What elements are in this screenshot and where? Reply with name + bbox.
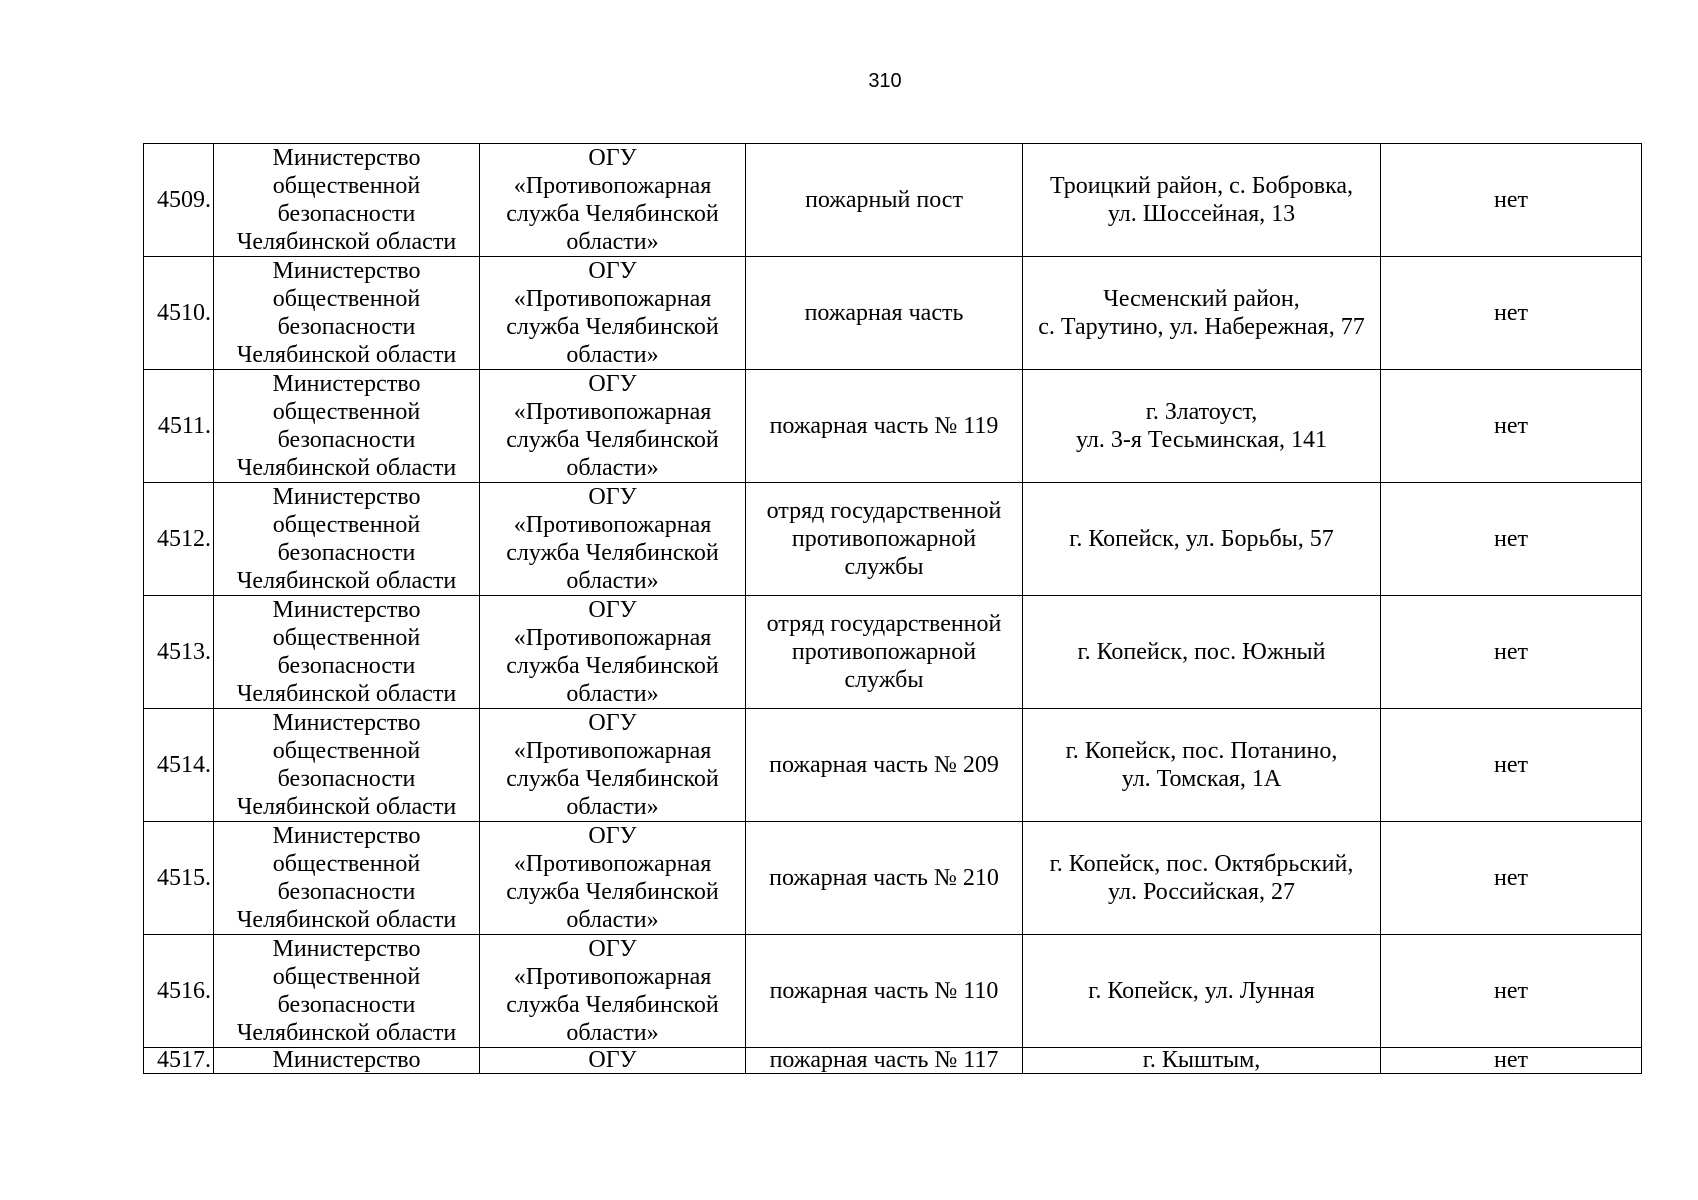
registry-body: [144, 144, 1642, 1074]
ministry-cell-line: безопасности: [277, 653, 416, 679]
ministry-cell-line: Челябинской области: [236, 342, 457, 368]
unit-type-cell-line: пожарная часть № 117: [769, 1047, 999, 1073]
address-cell-line: Троицкий район, с. Бобровка,: [1049, 173, 1354, 199]
organization-cell-line: ОГУ: [588, 597, 637, 623]
unit-type-cell: [746, 257, 1023, 370]
ministry-cell-line: Челябинской области: [236, 794, 457, 820]
ministry-cell-line: Челябинской области: [236, 229, 457, 255]
unit-type-cell-line: пожарная часть № 119: [769, 413, 999, 439]
organization-cell-line: «Противопожарная: [513, 399, 712, 425]
ministry-cell-line: Челябинской области: [236, 455, 457, 481]
address-cell-line: г. Копейск, пос. Потанино,: [1065, 738, 1338, 764]
unit-type-cell-line: пожарная часть № 210: [769, 865, 999, 891]
page-number: 310: [868, 70, 902, 92]
flag-cell: нет: [1381, 596, 1642, 709]
flag-cell: нет: [1381, 709, 1642, 822]
address-cell-line: Чесменский район,: [1103, 286, 1300, 312]
ministry-cell: [214, 1048, 480, 1074]
ministry-cell-line: Министерство: [272, 710, 421, 736]
ministry-cell-line: Министерство: [272, 145, 421, 171]
ministry-cell-line: безопасности: [277, 314, 416, 340]
ministry-cell: [214, 257, 480, 370]
ministry-cell-line: Челябинской области: [236, 568, 457, 594]
organization-cell-line: области»: [566, 1020, 659, 1046]
address-cell-line: ул. 3-я Тесьминская, 141: [1075, 427, 1328, 453]
organization-cell-line: области»: [566, 229, 659, 255]
ministry-cell-line: Министерство: [272, 597, 421, 623]
address-cell: [1023, 370, 1381, 483]
flag-cell: нет: [1381, 483, 1642, 596]
ministry-cell-line: безопасности: [277, 540, 416, 566]
organization-cell-line: служба Челябинской: [506, 201, 719, 227]
row-number-cell: 4509.: [144, 144, 214, 257]
unit-type-cell: [746, 1048, 1023, 1074]
row-number-cell: 4513.: [144, 596, 214, 709]
organization-cell-line: служба Челябинской: [506, 766, 719, 792]
ministry-cell-line: общественной: [272, 625, 421, 651]
table-row: [144, 935, 1642, 1048]
unit-type-cell-line: противопожарной: [791, 526, 977, 552]
address-cell-line: с. Тарутино, ул. Набережная, 77: [1038, 314, 1365, 340]
registry-table: [143, 143, 1642, 1074]
flag-cell: нет: [1381, 935, 1642, 1048]
flag-cell: нет: [1381, 822, 1642, 935]
organization-cell-line: «Противопожарная: [513, 512, 712, 538]
ministry-cell: [214, 370, 480, 483]
ministry-cell-line: Министерство: [272, 936, 421, 962]
address-cell-line: г. Кыштым,: [1142, 1047, 1261, 1073]
ministry-cell-line: безопасности: [277, 879, 416, 905]
address-cell: [1023, 483, 1381, 596]
organization-cell-line: ОГУ: [588, 258, 637, 284]
unit-type-cell: [746, 935, 1023, 1048]
organization-cell-line: «Противопожарная: [513, 851, 712, 877]
organization-cell-line: ОГУ: [588, 710, 637, 736]
flag-cell: нет: [1381, 1048, 1642, 1074]
ministry-cell: [214, 596, 480, 709]
organization-cell-line: области»: [566, 907, 659, 933]
ministry-cell-line: Министерство: [272, 484, 421, 510]
unit-type-cell-line: пожарная часть: [804, 300, 964, 326]
flag-cell: нет: [1381, 370, 1642, 483]
ministry-cell-line: Министерство: [272, 371, 421, 397]
organization-cell-line: «Противопожарная: [513, 738, 712, 764]
organization-cell: [480, 257, 746, 370]
unit-type-cell-line: службы: [844, 554, 924, 580]
organization-cell-line: ОГУ: [588, 371, 637, 397]
ministry-cell-line: общественной: [272, 286, 421, 312]
address-cell-line: г. Копейск, пос. Южный: [1077, 639, 1326, 665]
unit-type-cell: [746, 483, 1023, 596]
ministry-cell: [214, 483, 480, 596]
ministry-cell-line: Министерство: [272, 1047, 421, 1073]
ministry-cell-line: Министерство: [272, 258, 421, 284]
unit-type-cell-line: пожарная часть № 209: [769, 752, 999, 778]
row-number-cell: 4514.: [144, 709, 214, 822]
organization-cell-line: служба Челябинской: [506, 427, 719, 453]
unit-type-cell: [746, 144, 1023, 257]
ministry-cell-line: общественной: [272, 851, 421, 877]
row-number-cell: 4511.: [144, 370, 214, 483]
table-row: [144, 1048, 1642, 1074]
address-cell: [1023, 822, 1381, 935]
ministry-cell: [214, 822, 480, 935]
table-row: [144, 483, 1642, 596]
address-cell-line: г. Копейск, ул. Борьбы, 57: [1069, 526, 1334, 552]
table-row: [144, 257, 1642, 370]
organization-cell-line: ОГУ: [588, 484, 637, 510]
unit-type-cell: [746, 822, 1023, 935]
organization-cell-line: области»: [566, 455, 659, 481]
organization-cell-line: служба Челябинской: [506, 879, 719, 905]
unit-type-cell-line: пожарный пост: [805, 187, 963, 213]
row-number-cell: 4515.: [144, 822, 214, 935]
organization-cell: [480, 370, 746, 483]
organization-cell-line: «Противопожарная: [513, 286, 712, 312]
organization-cell-line: ОГУ: [588, 145, 637, 171]
organization-cell: [480, 144, 746, 257]
ministry-cell-line: безопасности: [277, 992, 416, 1018]
address-cell: [1023, 596, 1381, 709]
organization-cell-line: ОГУ: [588, 936, 637, 962]
organization-cell: [480, 822, 746, 935]
organization-cell-line: области»: [566, 342, 659, 368]
unit-type-cell-line: отряд государственной: [766, 611, 1002, 637]
address-cell-line: г. Златоуст,: [1145, 399, 1258, 425]
address-cell-line: ул. Шоссейная, 13: [1107, 201, 1296, 227]
ministry-cell-line: общественной: [272, 964, 421, 990]
unit-type-cell: [746, 370, 1023, 483]
organization-cell-line: «Противопожарная: [513, 964, 712, 990]
flag-cell: нет: [1381, 144, 1642, 257]
organization-cell-line: области»: [566, 681, 659, 707]
row-number-cell: 4512.: [144, 483, 214, 596]
ministry-cell-line: Челябинской области: [236, 1020, 457, 1046]
address-cell: [1023, 257, 1381, 370]
address-cell: [1023, 144, 1381, 257]
unit-type-cell-line: противопожарной: [791, 639, 977, 665]
row-number-cell: 4516.: [144, 935, 214, 1048]
ministry-cell-line: безопасности: [277, 201, 416, 227]
ministry-cell: [214, 144, 480, 257]
organization-cell-line: «Противопожарная: [513, 625, 712, 651]
ministry-cell-line: Министерство: [272, 823, 421, 849]
ministry-cell: [214, 709, 480, 822]
unit-type-cell: [746, 596, 1023, 709]
address-cell: [1023, 935, 1381, 1048]
ministry-cell: [214, 935, 480, 1048]
table-row: [144, 822, 1642, 935]
organization-cell-line: «Противопожарная: [513, 173, 712, 199]
unit-type-cell-line: службы: [844, 667, 924, 693]
ministry-cell-line: Челябинской области: [236, 907, 457, 933]
organization-cell: [480, 596, 746, 709]
address-cell-line: г. Копейск, пос. Октябрьский,: [1049, 851, 1354, 877]
ministry-cell-line: общественной: [272, 512, 421, 538]
address-cell-line: г. Копейск, ул. Лунная: [1088, 978, 1315, 1004]
organization-cell: [480, 1048, 746, 1074]
organization-cell: [480, 709, 746, 822]
organization-cell-line: области»: [566, 794, 659, 820]
table-row: [144, 596, 1642, 709]
ministry-cell-line: общественной: [272, 738, 421, 764]
organization-cell: [480, 935, 746, 1048]
organization-cell-line: служба Челябинской: [506, 540, 719, 566]
unit-type-cell-line: пожарная часть № 110: [769, 978, 999, 1004]
address-cell: [1023, 1048, 1381, 1074]
organization-cell-line: ОГУ: [588, 823, 637, 849]
table-row: [144, 370, 1642, 483]
table-row: [144, 144, 1642, 257]
ministry-cell-line: безопасности: [277, 766, 416, 792]
unit-type-cell: [746, 709, 1023, 822]
address-cell: [1023, 709, 1381, 822]
organization-cell: [480, 483, 746, 596]
organization-cell-line: служба Челябинской: [506, 992, 719, 1018]
ministry-cell-line: Челябинской области: [236, 681, 457, 707]
organization-cell-line: служба Челябинской: [506, 653, 719, 679]
flag-cell: нет: [1381, 257, 1642, 370]
unit-type-cell-line: отряд государственной: [766, 498, 1002, 524]
table-row: [144, 709, 1642, 822]
address-cell-line: ул. Томская, 1А: [1121, 766, 1282, 792]
ministry-cell-line: общественной: [272, 173, 421, 199]
ministry-cell-line: общественной: [272, 399, 421, 425]
organization-cell-line: области»: [566, 568, 659, 594]
row-number-cell: 4517.: [144, 1048, 214, 1074]
address-cell-line: ул. Российская, 27: [1108, 879, 1295, 905]
organization-cell-line: ОГУ: [588, 1047, 637, 1073]
ministry-cell-line: безопасности: [277, 427, 416, 453]
organization-cell-line: служба Челябинской: [506, 314, 719, 340]
row-number-cell: 4510.: [144, 257, 214, 370]
